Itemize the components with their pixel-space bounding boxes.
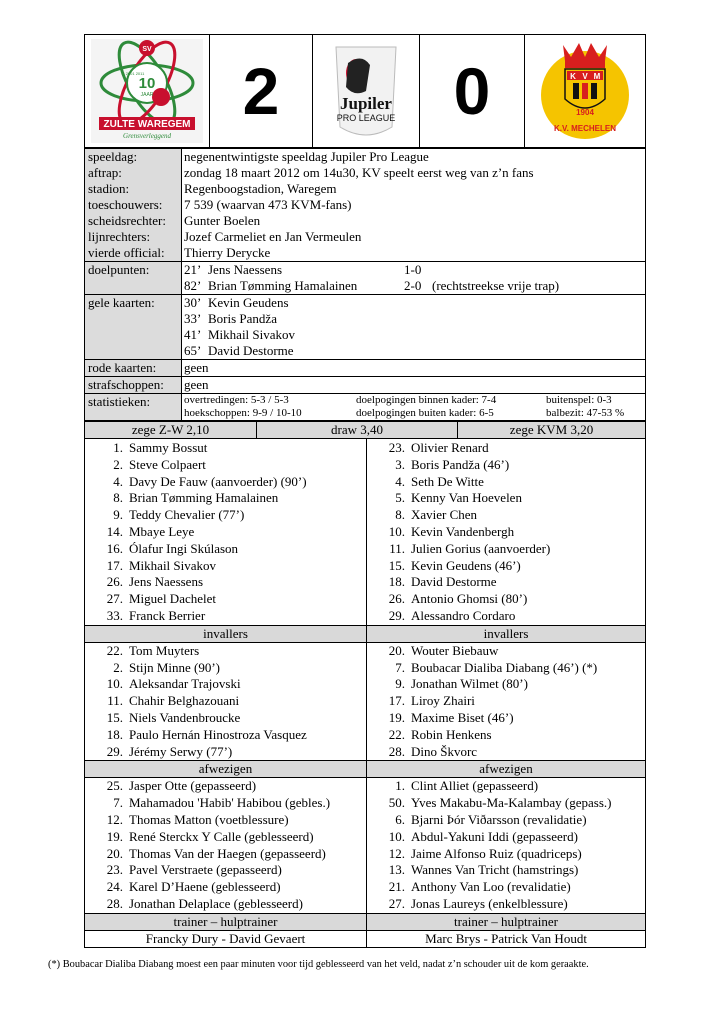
player-number: 5. bbox=[395, 490, 405, 506]
player-row bbox=[367, 608, 645, 625]
player-row bbox=[85, 591, 366, 608]
player-name: Jasper Otte (gepasseerd) bbox=[129, 778, 257, 794]
player-row bbox=[367, 440, 645, 457]
info-row-value: negenentwintigste speeldag Jupiler Pro League bbox=[182, 149, 646, 166]
svg-text:Jupiler: Jupiler bbox=[340, 94, 392, 113]
player-row bbox=[367, 643, 645, 660]
player-row bbox=[367, 879, 645, 896]
player-row bbox=[85, 541, 366, 558]
player-row bbox=[367, 812, 645, 829]
player-number: 2. bbox=[113, 456, 123, 472]
player-row bbox=[85, 574, 366, 591]
stat-item: balbezit: 47-53 % bbox=[546, 407, 625, 419]
svg-text:JAAR: JAAR bbox=[140, 92, 154, 98]
card-player: Kevin Geudens bbox=[208, 295, 289, 310]
trainer-away-heading: trainer – hulptrainer bbox=[367, 913, 646, 930]
player-number: 6. bbox=[395, 811, 405, 827]
player-row bbox=[367, 693, 645, 710]
info-row-value: Gunter Boelen bbox=[182, 213, 646, 229]
match-sheet bbox=[84, 34, 646, 948]
yellow-cards-row bbox=[85, 295, 646, 360]
player-name: Clint Alliet (gepasseerd) bbox=[411, 778, 539, 794]
match-info-table bbox=[84, 148, 646, 421]
trainer-away: Marc Brys - Patrick Van Houdt bbox=[367, 930, 646, 947]
player-row bbox=[85, 795, 366, 812]
stat-item: doelpogingen binnen kader: 7-4 bbox=[356, 394, 497, 406]
player-number: 11. bbox=[389, 540, 405, 556]
info-row-label: lijnrechters: bbox=[85, 229, 182, 245]
svg-text:ZULTE WAREGEM: ZULTE WAREGEM bbox=[103, 119, 191, 130]
player-row bbox=[367, 457, 645, 474]
player-row bbox=[85, 457, 366, 474]
player-name: Maxime Biset (46’) bbox=[411, 709, 514, 725]
player-row bbox=[367, 591, 645, 608]
player-number: 29. bbox=[106, 743, 123, 759]
card-player: Boris Pandža bbox=[208, 311, 277, 326]
away-score: 0 bbox=[453, 54, 491, 128]
player-row bbox=[85, 896, 366, 913]
stat-item: hoekschoppen: 9-9 / 10-10 bbox=[184, 407, 302, 419]
player-number: 20. bbox=[106, 845, 123, 861]
lineup-away bbox=[367, 439, 646, 625]
stat-item: overtredingen: 5-3 / 5-3 bbox=[184, 394, 289, 406]
card-player: David Destorme bbox=[208, 343, 294, 358]
info-row bbox=[85, 229, 646, 245]
player-row bbox=[367, 676, 645, 693]
yellow-card-item bbox=[184, 343, 642, 359]
svg-text:PRO LEAGUE: PRO LEAGUE bbox=[336, 113, 396, 123]
player-name: Franck Berrier bbox=[129, 607, 206, 623]
player-name: Wannes Van Tricht (hamstrings) bbox=[411, 862, 579, 878]
player-row bbox=[85, 660, 366, 677]
card-player: Mikhail Sivakov bbox=[208, 327, 296, 342]
player-name: Xavier Chen bbox=[411, 507, 478, 523]
yellow-cards-list bbox=[182, 295, 646, 360]
yellow-card-item bbox=[184, 327, 642, 343]
player-row bbox=[85, 862, 366, 879]
svg-text:K.V. MECHELEN: K.V. MECHELEN bbox=[554, 124, 616, 133]
info-row-value: Thierry Derycke bbox=[182, 245, 646, 262]
player-name: Wouter Biebauw bbox=[411, 642, 499, 658]
odds-home: zege Z-W 2,10 bbox=[85, 422, 257, 439]
player-number: 22. bbox=[388, 726, 405, 742]
info-row-label: aftrap: bbox=[85, 165, 182, 181]
player-row bbox=[85, 812, 366, 829]
player-number: 7. bbox=[113, 795, 123, 811]
player-name: Antonio Ghomsi (80’) bbox=[411, 591, 528, 607]
player-number: 21. bbox=[388, 879, 405, 895]
player-name: Anthony Van Loo (revalidatie) bbox=[411, 879, 571, 895]
penalties-row-value: geen bbox=[182, 377, 646, 394]
player-row bbox=[85, 474, 366, 491]
player-row bbox=[367, 574, 645, 591]
player-number: 16. bbox=[106, 540, 123, 556]
player-name: Chahir Belghazouani bbox=[129, 693, 240, 709]
subs-home bbox=[85, 642, 367, 761]
player-number: 25. bbox=[106, 778, 123, 794]
player-name: Karel D’Haene (geblesseerd) bbox=[129, 879, 281, 895]
player-row bbox=[85, 744, 366, 761]
player-name: Niels Vandenbroucke bbox=[129, 709, 241, 725]
player-number: 28. bbox=[388, 743, 405, 759]
player-name: Miguel Dachelet bbox=[129, 591, 216, 607]
player-number: 9. bbox=[395, 676, 405, 692]
player-number: 8. bbox=[113, 490, 123, 506]
player-name: Jaime Alfonso Ruiz (quadriceps) bbox=[411, 845, 582, 861]
trainer-home-heading: trainer – hulptrainer bbox=[85, 913, 367, 930]
player-row bbox=[367, 862, 645, 879]
player-row bbox=[85, 778, 366, 795]
player-row bbox=[85, 507, 366, 524]
svg-text:1904: 1904 bbox=[576, 108, 594, 117]
info-row bbox=[85, 197, 646, 213]
yellow-card-item bbox=[184, 311, 642, 327]
player-row bbox=[85, 490, 366, 507]
player-name: Yves Makabu-Ma-Kalambay (gepass.) bbox=[411, 795, 612, 811]
player-row bbox=[367, 795, 645, 812]
player-number: 4. bbox=[113, 473, 123, 489]
red-cards-row bbox=[85, 360, 646, 377]
goals-row bbox=[85, 262, 646, 295]
player-name: Kenny Van Hoevelen bbox=[411, 490, 522, 506]
player-row bbox=[367, 490, 645, 507]
info-row bbox=[85, 149, 646, 166]
absent-home bbox=[85, 778, 367, 913]
card-minute: 33’ bbox=[184, 311, 202, 326]
player-name: Thomas Van der Haegen (gepasseerd) bbox=[129, 845, 326, 861]
player-name: Julien Gorius (aanvoerder) bbox=[411, 540, 551, 556]
player-name: Jens Naessens bbox=[129, 574, 204, 590]
player-row bbox=[85, 608, 366, 625]
footnote: (*) Boubacar Dialiba Diabang moest een paar minuten voor tijd geblesseerd van het veld, nadat z’n schouder uit de kom geraakte. bbox=[48, 959, 589, 970]
stats-row bbox=[85, 394, 646, 421]
goal-note: (rechtstreekse vrije trap) bbox=[432, 278, 560, 293]
player-name: Liroy Zhairi bbox=[411, 693, 475, 709]
player-name: Steve Colpaert bbox=[129, 456, 206, 472]
info-row bbox=[85, 245, 646, 262]
player-number: 24. bbox=[106, 879, 123, 895]
goal-score: 2-0 bbox=[404, 278, 422, 293]
goal-minute: 21’ bbox=[184, 262, 202, 277]
player-row bbox=[367, 727, 645, 744]
player-name: Mahamadou 'Habib' Habibou (gebles.) bbox=[129, 795, 331, 811]
league-logo-cell bbox=[313, 35, 420, 147]
away-score-cell bbox=[420, 35, 525, 147]
player-number: 12. bbox=[106, 811, 123, 827]
player-number: 27. bbox=[388, 895, 405, 911]
player-name: Jonas Laureys (enkelblessure) bbox=[411, 895, 568, 911]
player-number: 29. bbox=[388, 607, 405, 623]
absent-home-heading: afwezigen bbox=[85, 761, 367, 778]
player-number: 7. bbox=[395, 659, 405, 675]
player-number: 8. bbox=[395, 507, 405, 523]
away-logo-cell bbox=[525, 35, 645, 147]
info-row-label: scheidsrechter: bbox=[85, 213, 182, 229]
player-name: Davy De Fauw (aanvoerder) (90’) bbox=[129, 473, 307, 489]
svg-text:2001 2011: 2001 2011 bbox=[125, 71, 145, 76]
info-row bbox=[85, 181, 646, 197]
player-number: 4. bbox=[395, 473, 405, 489]
jupiler-pro-league-logo bbox=[318, 39, 414, 143]
player-number: 23. bbox=[388, 440, 405, 455]
info-row-label: stadion: bbox=[85, 181, 182, 197]
player-name: Aleksandar Trajovski bbox=[129, 676, 241, 692]
yellow-card-item bbox=[184, 295, 642, 311]
player-name: Paulo Hernán Hinostroza Vasquez bbox=[129, 726, 307, 742]
player-row bbox=[367, 507, 645, 524]
odds-draw: draw 3,40 bbox=[257, 422, 458, 439]
lineup-home bbox=[85, 439, 367, 625]
card-minute: 41’ bbox=[184, 327, 202, 342]
svg-text:K: K bbox=[570, 72, 576, 81]
player-name: Kevin Vandenbergh bbox=[411, 523, 515, 539]
player-row bbox=[85, 524, 366, 541]
goals-list bbox=[182, 262, 646, 295]
card-minute: 30’ bbox=[184, 295, 202, 310]
stats-line bbox=[184, 394, 642, 407]
player-number: 33. bbox=[106, 607, 123, 623]
player-name: Mikhail Sivakov bbox=[129, 557, 217, 573]
player-row bbox=[367, 710, 645, 727]
player-name: David Destorme bbox=[411, 574, 497, 590]
player-name: Seth De Witte bbox=[411, 473, 484, 489]
red-cards-row-value: geen bbox=[182, 360, 646, 377]
goal-player: Jens Naessens bbox=[208, 262, 283, 277]
player-name: Jonathan Delaplace (geblesseerd) bbox=[129, 895, 303, 911]
player-name: Thomas Matton (voetblessure) bbox=[129, 811, 289, 827]
home-logo-cell bbox=[85, 35, 210, 147]
player-name: Ólafur Ingi Skúlason bbox=[129, 540, 239, 556]
info-row-value: 7 539 (waarvan 473 KVM-fans) bbox=[182, 197, 646, 213]
kv-mechelen-logo bbox=[537, 39, 633, 143]
player-row bbox=[85, 710, 366, 727]
goal-minute: 82’ bbox=[184, 278, 202, 293]
svg-text:10: 10 bbox=[138, 75, 156, 92]
goal-score: 1-0 bbox=[404, 262, 422, 277]
player-name: Dino Škvorc bbox=[411, 743, 478, 759]
player-name: Olivier Renard bbox=[411, 440, 489, 455]
player-row bbox=[367, 660, 645, 677]
player-row bbox=[367, 744, 645, 761]
subs-away bbox=[367, 642, 646, 761]
red-cards-row-label: rode kaarten: bbox=[85, 360, 182, 377]
penalties-row-label: strafschoppen: bbox=[85, 377, 182, 394]
player-row bbox=[85, 558, 366, 575]
player-name: Pavel Verstraete (gepasseerd) bbox=[129, 862, 282, 878]
player-number: 11. bbox=[107, 693, 123, 709]
player-number: 12. bbox=[388, 845, 405, 861]
player-name: Boubacar Dialiba Diabang (46’) (*) bbox=[411, 659, 598, 675]
player-number: 20. bbox=[388, 642, 405, 658]
player-number: 23. bbox=[106, 862, 123, 878]
player-row bbox=[85, 676, 366, 693]
info-row-value: Regenboogstadion, Waregem bbox=[182, 181, 646, 197]
player-name: René Sterckx Y Calle (geblesseerd) bbox=[129, 828, 314, 844]
player-number: 15. bbox=[388, 557, 405, 573]
player-number: 3. bbox=[395, 456, 405, 472]
info-row-value: zondag 18 maart 2012 om 14u30, KV speelt eerst weg van z’n fans bbox=[182, 165, 646, 181]
lineups-table bbox=[84, 439, 646, 948]
player-name: Jonathan Wilmet (80’) bbox=[411, 676, 528, 692]
player-number: 9. bbox=[113, 507, 123, 523]
player-row bbox=[85, 693, 366, 710]
goal-player: Brian Tømming Hamalainen bbox=[208, 278, 358, 293]
odds-away: zege KVM 3,20 bbox=[458, 422, 646, 439]
player-name: Tom Muyters bbox=[129, 642, 200, 658]
svg-text:V: V bbox=[582, 72, 588, 81]
goal-item bbox=[184, 262, 642, 278]
player-row bbox=[85, 440, 366, 457]
info-row-value: Jozef Carmeliet en Jan Vermeulen bbox=[182, 229, 646, 245]
subs-away-heading: invallers bbox=[367, 625, 646, 642]
player-name: Robin Henkens bbox=[411, 726, 492, 742]
player-row bbox=[367, 778, 645, 795]
player-number: 50. bbox=[388, 795, 405, 811]
player-row bbox=[367, 474, 645, 491]
card-minute: 65’ bbox=[184, 343, 202, 358]
svg-text:M: M bbox=[593, 72, 601, 81]
info-row-label: speeldag: bbox=[85, 149, 182, 166]
player-number: 17. bbox=[388, 693, 405, 709]
player-row bbox=[85, 879, 366, 896]
player-number: 13. bbox=[388, 862, 405, 878]
svg-text:SV: SV bbox=[142, 46, 152, 53]
player-row bbox=[367, 558, 645, 575]
player-name: Abdul-Yakuni Iddi (gepasseerd) bbox=[411, 828, 578, 844]
player-name: Teddy Chevalier (77’) bbox=[129, 507, 245, 523]
goal-item bbox=[184, 278, 642, 294]
player-row bbox=[85, 846, 366, 863]
player-name: Alessandro Cordaro bbox=[411, 607, 516, 623]
player-name: Mbaye Leye bbox=[129, 523, 195, 539]
info-row-label: toeschouwers: bbox=[85, 197, 182, 213]
player-number: 18. bbox=[106, 726, 123, 742]
player-number: 17. bbox=[106, 557, 123, 573]
stat-item: buitenspel: 0-3 bbox=[546, 394, 612, 406]
player-row bbox=[85, 643, 366, 660]
stats-line bbox=[184, 407, 642, 420]
player-number: 1. bbox=[395, 778, 405, 794]
player-number: 27. bbox=[106, 591, 123, 607]
player-number: 19. bbox=[388, 709, 405, 725]
player-number: 10. bbox=[388, 523, 405, 539]
home-score: 2 bbox=[242, 54, 280, 128]
zulte-waregem-logo bbox=[91, 39, 203, 143]
stat-item: doelpogingen buiten kader: 6-5 bbox=[356, 407, 494, 419]
player-number: 15. bbox=[106, 709, 123, 725]
yellow-cards-label: gele kaarten: bbox=[85, 295, 182, 360]
player-row bbox=[367, 524, 645, 541]
player-row bbox=[367, 541, 645, 558]
info-row bbox=[85, 213, 646, 229]
player-number: 2. bbox=[113, 659, 123, 675]
trainer-home: Francky Dury - David Gevaert bbox=[85, 930, 367, 947]
stats-values bbox=[182, 394, 646, 421]
player-name: Jérémy Serwy (77’) bbox=[129, 743, 233, 759]
player-name: Bjarni Þór Viðarsson (revalidatie) bbox=[411, 811, 587, 827]
player-number: 14. bbox=[106, 523, 123, 539]
odds-table bbox=[84, 421, 646, 439]
player-row bbox=[367, 829, 645, 846]
player-number: 28. bbox=[106, 895, 123, 911]
player-row bbox=[367, 896, 645, 913]
stats-label: statistieken: bbox=[85, 394, 182, 421]
match-header bbox=[84, 34, 646, 148]
svg-text:Grensverleggend: Grensverleggend bbox=[123, 132, 171, 140]
penalties-row bbox=[85, 377, 646, 394]
info-row-label: vierde official: bbox=[85, 245, 182, 262]
player-number: 10. bbox=[388, 828, 405, 844]
player-name: Kevin Geudens (46’) bbox=[411, 557, 521, 573]
player-row bbox=[85, 727, 366, 744]
player-number: 10. bbox=[106, 676, 123, 692]
player-number: 1. bbox=[113, 440, 123, 455]
player-row bbox=[85, 829, 366, 846]
absent-away-heading: afwezigen bbox=[367, 761, 646, 778]
home-score-cell bbox=[210, 35, 313, 147]
player-name: Brian Tømming Hamalainen bbox=[129, 490, 279, 506]
player-name: Boris Pandža (46’) bbox=[411, 456, 510, 472]
info-row bbox=[85, 165, 646, 181]
player-number: 22. bbox=[106, 642, 123, 658]
player-number: 26. bbox=[106, 574, 123, 590]
player-name: Stijn Minne (90’) bbox=[129, 659, 220, 675]
subs-home-heading: invallers bbox=[85, 625, 367, 642]
absent-away bbox=[367, 778, 646, 913]
player-number: 26. bbox=[388, 591, 405, 607]
player-row bbox=[367, 846, 645, 863]
goals-label: doelpunten: bbox=[85, 262, 182, 295]
player-number: 18. bbox=[388, 574, 405, 590]
player-name: Sammy Bossut bbox=[129, 440, 208, 455]
player-number: 19. bbox=[106, 828, 123, 844]
